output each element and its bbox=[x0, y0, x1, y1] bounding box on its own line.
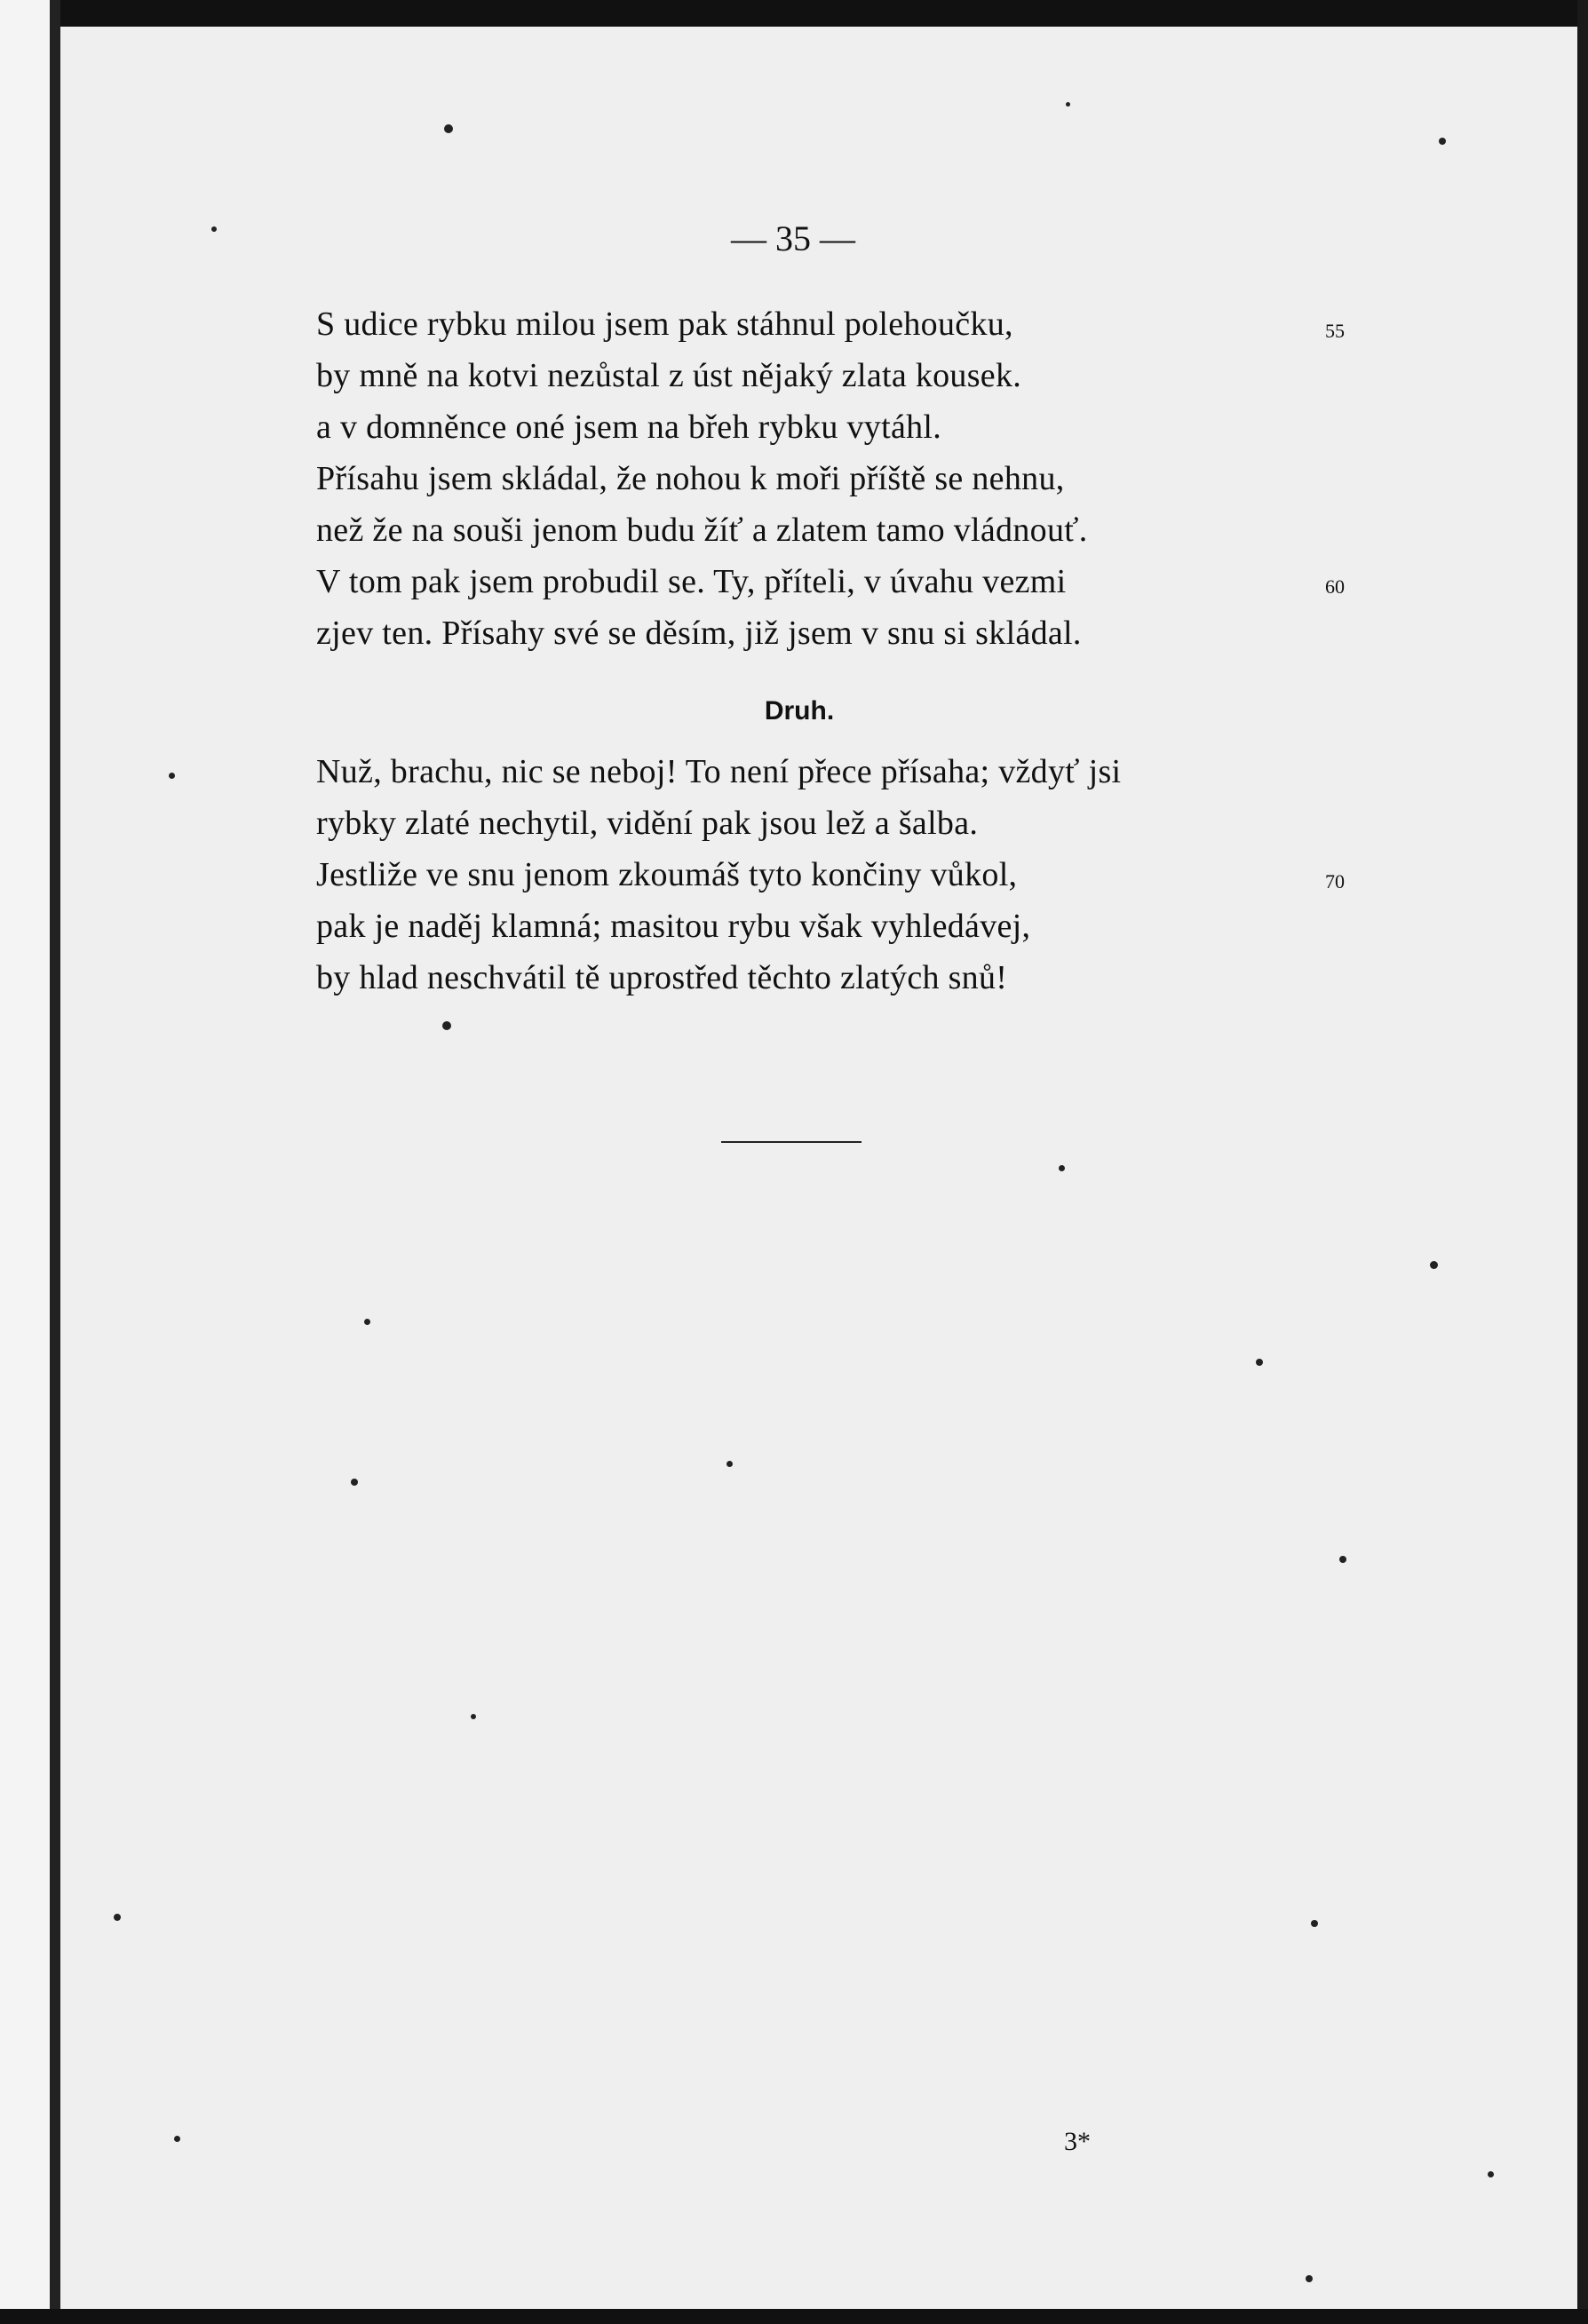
verse-line: by hlad neschvátil tě uprostřed těchto zlatých snů! bbox=[316, 959, 1008, 996]
line-number: 55 bbox=[1325, 320, 1345, 342]
verse-line: rybky zlaté nechytil, vidění pak jsou lež a šalba. bbox=[316, 805, 979, 842]
closing-rule bbox=[721, 1141, 861, 1143]
verse-line: S udice rybku milou jsem pak stáhnul polehoučku, bbox=[316, 305, 1013, 343]
scan-speck bbox=[169, 773, 175, 779]
verse-line: by mně na kotvi nezůstal z úst nějaký zlata kousek. bbox=[316, 357, 1022, 394]
scan-speck bbox=[114, 1914, 121, 1921]
scan-speck bbox=[351, 1479, 358, 1486]
signature-mark: 3* bbox=[1064, 2127, 1091, 2156]
scan-border-left bbox=[0, 0, 60, 2324]
scan-speck bbox=[1256, 1359, 1263, 1366]
scan-speck bbox=[442, 1021, 451, 1030]
scan-border-top bbox=[0, 0, 1588, 27]
scan-speck bbox=[174, 2136, 180, 2142]
verse-line: Jestliže ve snu jenom zkoumáš tyto končiny vůkol, bbox=[316, 856, 1018, 893]
verse-line: V tom pak jsem probudil se. Ty, příteli, v úvahu vezmi bbox=[316, 563, 1067, 600]
scan-speck bbox=[1488, 2171, 1494, 2177]
scan-speck bbox=[471, 1714, 476, 1719]
line-number: 60 bbox=[1325, 575, 1345, 598]
verse-line: než že na souši jenom budu žíť a zlatem tamo vládnouť. bbox=[316, 512, 1088, 549]
verse-line: pak je naděj klamná; masitou rybu však vyhledávej, bbox=[316, 908, 1031, 945]
scan-speck bbox=[1066, 102, 1070, 107]
line-number: 70 bbox=[1325, 870, 1345, 892]
verse-line: Přísahu jsem skládal, že nohou k moři příště se nehnu, bbox=[316, 460, 1065, 497]
scan-speck bbox=[444, 124, 453, 133]
scan-speck bbox=[364, 1319, 370, 1325]
scan-speck bbox=[1306, 2275, 1313, 2282]
speaker-label: Druh. bbox=[764, 696, 835, 726]
scan-speck bbox=[1311, 1920, 1318, 1927]
scan-speck bbox=[1430, 1261, 1438, 1269]
page-number: — 35 — bbox=[731, 218, 855, 258]
scan-border-bottom bbox=[0, 2309, 1588, 2324]
scan-speck bbox=[1339, 1556, 1346, 1563]
scan-border-right bbox=[1577, 0, 1588, 2324]
verse-line: a v domněnce oné jsem na břeh rybku vytáhl. bbox=[316, 408, 942, 446]
scan-speck bbox=[211, 226, 217, 232]
scan-speck bbox=[727, 1461, 733, 1467]
scan-speck bbox=[1439, 138, 1446, 145]
scan-speck bbox=[1059, 1165, 1065, 1171]
verse-line: Nuž, brachu, nic se neboj! To není přece přísaha; vždyť jsi bbox=[316, 753, 1122, 790]
verse-line: zjev ten. Přísahy své se děsím, již jsem v snu si skládal. bbox=[316, 615, 1082, 652]
